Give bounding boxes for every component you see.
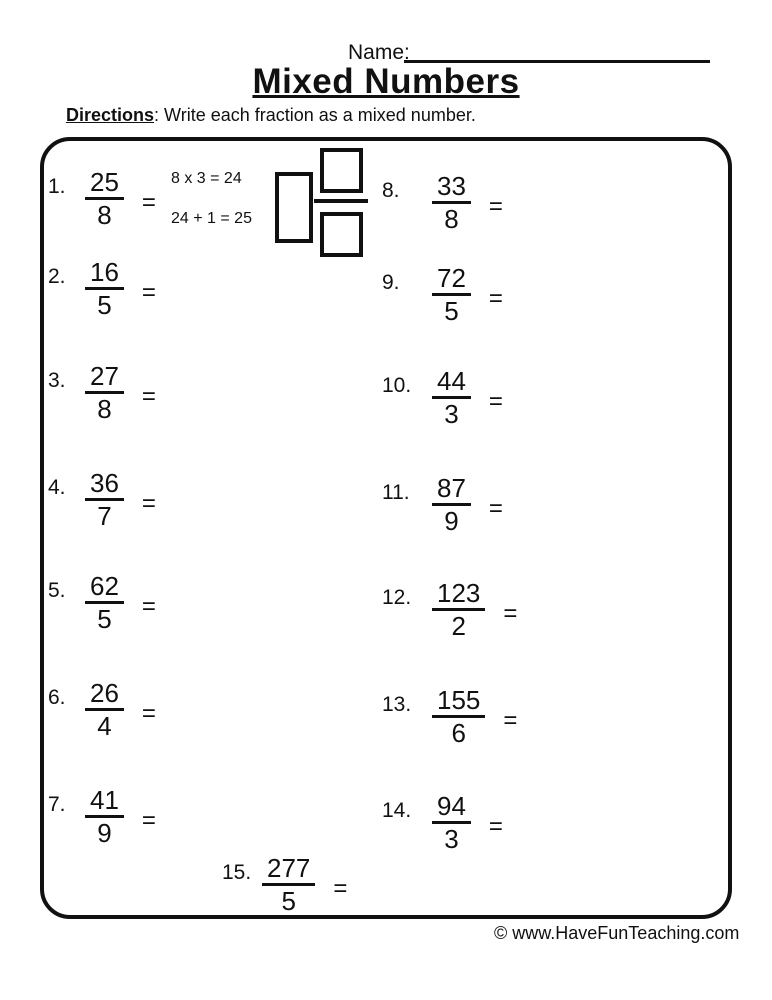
equals-sign: = [488,812,503,840]
fraction [85,168,124,229]
problem-10 [382,367,503,428]
equals-sign: = [503,599,518,627]
problem-4 [48,469,156,530]
fraction [85,362,124,423]
problem-number: 12. [382,585,412,609]
fraction-numerator: 25 [90,167,119,197]
equals-sign: = [488,494,503,522]
directions-label: Directions [66,105,155,125]
problem-number: 1. [48,174,66,198]
fraction [85,786,124,847]
equals-sign: = [503,706,518,734]
equals-sign: = [141,489,156,517]
problem-13 [382,686,517,747]
problem-9 [382,264,503,325]
fraction [432,172,471,233]
fraction-denominator: 5 [444,296,459,327]
problem-number: 6. [48,685,66,709]
directions-text: : Write each fraction as a mixed number. [154,105,476,125]
problem-number: 11. [382,480,410,504]
fraction-numerator: 16 [90,257,119,287]
fraction-denominator: 8 [97,394,112,425]
fraction-denominator: 8 [444,204,459,235]
fraction-denominator: 2 [451,611,466,642]
fraction-denominator: 9 [444,506,459,537]
problem-number: 9. [382,270,400,294]
example-step-1: 8 x 3 = 24 [171,170,242,187]
fraction [432,474,471,535]
equals-sign: = [141,592,156,620]
name-label: Name: [348,41,410,64]
equals-sign: = [141,188,156,216]
fraction-denominator: 5 [97,290,112,321]
problem-2 [48,258,156,319]
fraction [432,579,485,640]
fraction-numerator: 44 [437,366,466,396]
equals-sign: = [488,387,503,415]
problem-number: 3. [48,368,66,392]
problem-number: 10. [382,373,412,397]
page-title: Mixed Numbers [252,62,520,101]
equals-sign: = [141,806,156,834]
problem-3 [48,362,156,423]
fraction [85,572,124,633]
copyright-text: © www.HaveFunTeaching.com [494,923,740,943]
fraction-numerator: 26 [90,678,119,708]
problem-number: 13. [382,692,412,716]
example-fraction-bar [314,199,368,203]
problem-7 [48,786,156,847]
fraction [85,258,124,319]
fraction [432,367,471,428]
problem-number: 14. [382,798,412,822]
equals-sign: = [141,278,156,306]
example-step-2: 24 + 1 = 25 [171,210,252,227]
problem-12 [382,579,517,640]
problem-number: 7. [48,792,66,816]
problem-number: 2. [48,264,66,288]
problem-6 [48,679,156,740]
problem-8 [382,172,503,233]
equals-sign: = [488,284,503,312]
equals-sign: = [488,192,503,220]
fraction-denominator: 4 [97,711,112,742]
fraction-numerator: 36 [90,468,119,498]
fraction-numerator: 155 [437,685,481,715]
equals-sign: = [333,874,348,902]
fraction [432,686,485,747]
problem-number: 8. [382,178,400,202]
problem-number: 15. [222,860,252,884]
problem-number: 4. [48,475,66,499]
fraction-numerator: 87 [437,473,466,503]
problem-15 [222,854,347,915]
equals-sign: = [141,382,156,410]
fraction-denominator: 6 [451,718,466,749]
fraction-numerator: 277 [267,853,311,883]
fraction-numerator: 62 [90,571,119,601]
fraction-numerator: 123 [437,578,481,608]
name-blank-line[interactable] [404,44,710,63]
fraction-numerator: 33 [437,171,466,201]
fraction-numerator: 41 [90,785,119,815]
fraction-denominator: 8 [97,200,112,231]
fraction [85,469,124,530]
problem-5 [48,572,156,633]
fraction-numerator: 94 [437,791,466,821]
fraction-denominator: 9 [97,818,112,849]
problem-14 [382,792,503,853]
equals-sign: = [141,699,156,727]
problem-number: 5. [48,578,66,602]
fraction-denominator: 7 [97,501,112,532]
fraction-numerator: 72 [437,263,466,293]
example-whole-number-box[interactable] [275,172,313,243]
fraction-denominator: 5 [97,604,112,635]
fraction [262,854,315,915]
fraction-denominator: 3 [444,824,459,855]
fraction [432,792,471,853]
problem-1 [48,168,156,229]
directions [66,105,476,126]
fraction-denominator: 3 [444,399,459,430]
problem-11 [382,474,503,535]
fraction [85,679,124,740]
example-denominator-box[interactable] [320,212,363,257]
fraction-denominator: 5 [281,886,296,917]
fraction-numerator: 27 [90,361,119,391]
fraction [432,264,471,325]
example-numerator-box[interactable] [320,148,363,193]
